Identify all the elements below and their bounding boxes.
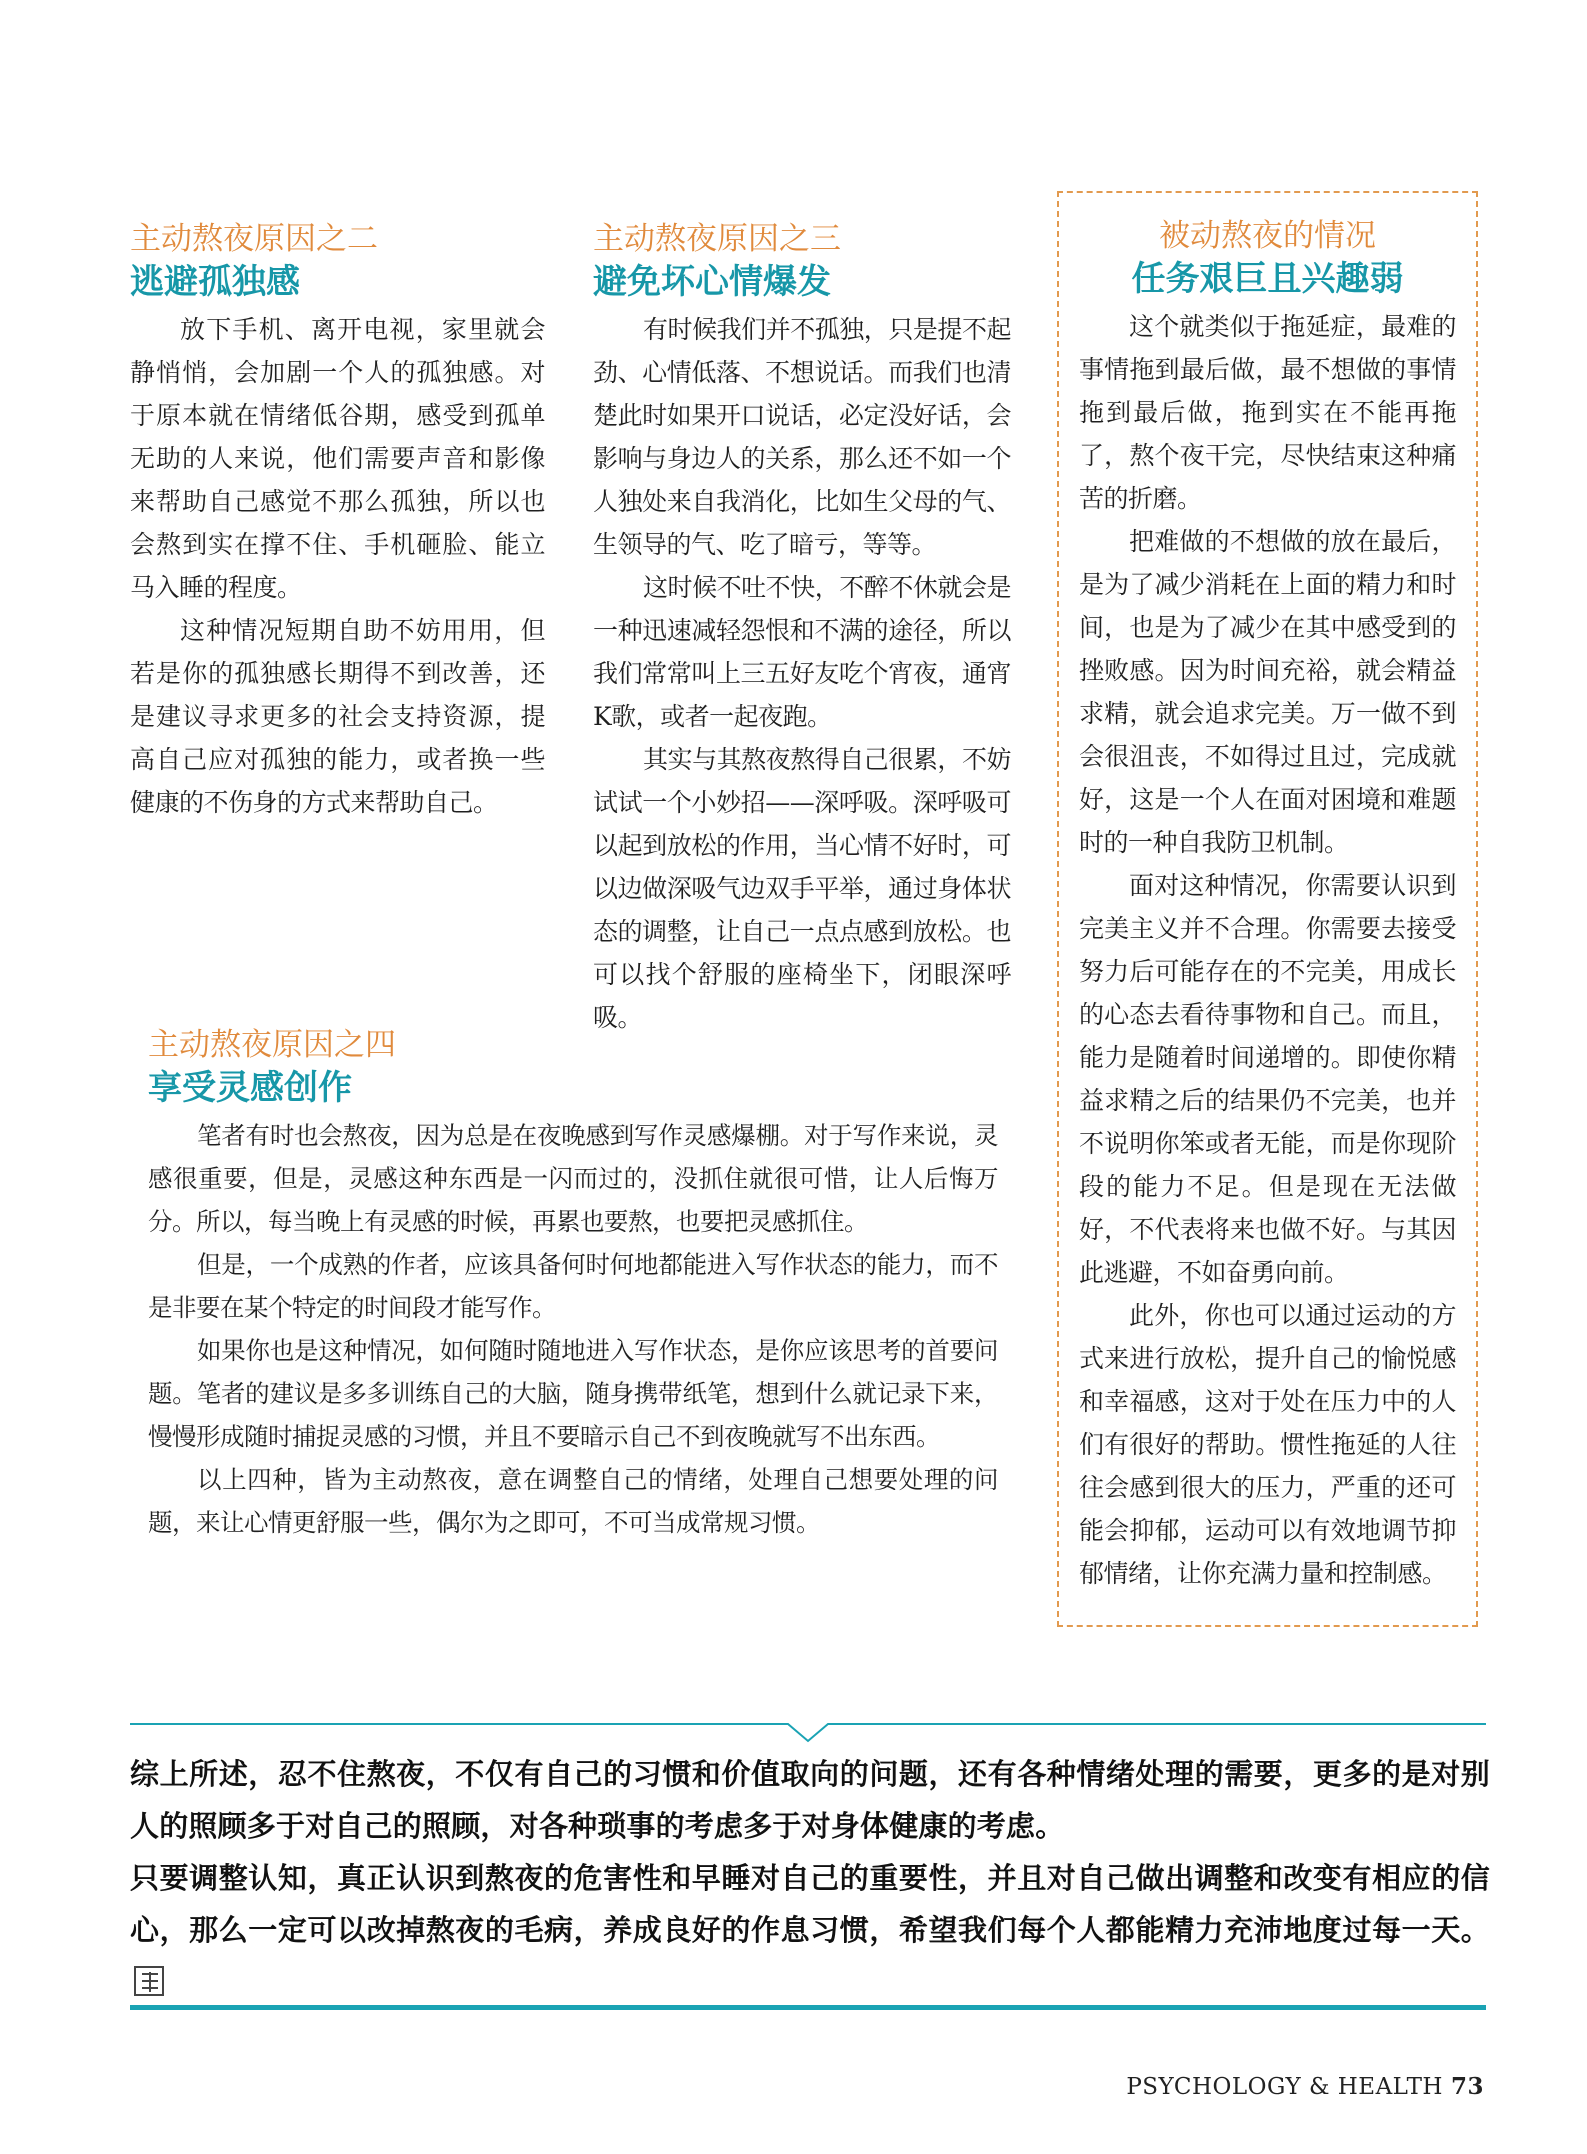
section-kicker: 被动熬夜的情况 — [1159, 218, 1376, 254]
section-kicker: 主动熬夜原因之二 — [130, 221, 378, 257]
paragraph: 放下手机、离开电视，家里就会静悄悄，会加剧一个人的孤独感。对于原本就在情绪低谷期，感受到孤单无助的人来说，他们需要声音和影像来帮助自己感觉不那么孤独，所以也会熬到实在撑不住、手机砸脸、能立马入睡的程度。 — [130, 315, 545, 602]
paragraph: 把难做的不想做的放在最后，是为了减少消耗在上面的精力和时间，也是为了减少在其中感受到的挫败感。因为时间充裕，就会精益求精，就会追求完美。万一做不到会很沮丧，不如得过且过，完成就好，这是一个人在面对困境和难题时的一种自我防卫机制。 — [1079, 527, 1456, 857]
page-number: 73 — [1450, 2073, 1484, 2100]
summary-paragraph: 综上所述，忍不住熬夜，不仅有自己的习惯和价值取向的问题，还有各种情绪处理的需要，更多的是对别人的照顾多于对自己的照顾，对各种琐事的考虑多于对身体健康的考虑。 — [130, 1757, 1490, 1843]
section-reason-2 — [130, 218, 545, 824]
paragraph: 笔者有时也会熬夜，因为总是在夜晚感到写作灵感爆棚。对于写作来说，灵感很重要，但是，灵感这种东西是一闪而过的，没抓住就很可惜，让人后悔万分。所以，每当晚上有灵感的时候，再累也要熬，也要把灵感抓住。 — [148, 1121, 998, 1236]
section-kicker: 主动熬夜原因之四 — [148, 1027, 396, 1063]
section-title: 逃避孤独感 — [130, 262, 300, 302]
section-title: 避免坏心情爆发 — [593, 262, 831, 302]
paragraph: 面对这种情况，你需要认识到完美主义并不合理。你需要去接受努力后可能存在的不完美，用成长的心态去看待事物和自己。而且，能力是随着时间递增的。即使你精益求精之后的结果仍不完美，也并不说明你笨或者无能，而是你现阶段的能力不足。但是现在无法做好，不代表将来也做不好。与其因此逃避，不如奋勇向前。 — [1079, 871, 1456, 1287]
bottom-rule — [130, 2005, 1486, 2010]
summary-block — [130, 1748, 1490, 2008]
section-kicker: 主动熬夜原因之三 — [593, 221, 841, 257]
page-footer — [1126, 2073, 1484, 2100]
section-title: 任务艰巨且兴趣弱 — [1131, 259, 1404, 299]
paragraph: 有时候我们并不孤独，只是提不起劲、心情低落、不想说话。而我们也清楚此时如果开口说话，必定没好话，会影响与身边人的关系，那么还不如一个人独处来自我消化，比如生父母的气、生领导的气、吃了暗亏，等等。 — [593, 315, 1011, 559]
paragraph: 这时候不吐不快，不醉不休就会是一种迅速减轻怨恨和不满的途径，所以我们常常叫上三五好友吃个宵夜，通宵K歌，或者一起夜跑。 — [593, 573, 1011, 731]
paragraph: 这种情况短期自助不妨用用，但若是你的孤独感长期得不到改善，还是建议寻求更多的社会支持资源，提高自己应对孤独的能力，或者换一些健康的不伤身的方式来帮助自己。 — [130, 616, 545, 817]
paragraph: 这个就类似于拖延症，最难的事情拖到最后做，最不想做的事情拖到最后做，拖到实在不能再拖了，熬个夜干完，尽快结束这种痛苦的折磨。 — [1079, 312, 1456, 513]
paragraph: 此外，你也可以通过运动的方式来进行放松，提升自己的愉悦感和幸福感，这对于处在压力中的人们有很好的帮助。惯性拖延的人往往会感到很大的压力，严重的还可能会抑郁，运动可以有效地调节抑郁情绪，让你充满力量和控制感。 — [1079, 1301, 1456, 1588]
section-reason-4 — [148, 1024, 998, 1544]
paragraph: 以上四种，皆为主动熬夜，意在调整自己的情绪，处理自己想要处理的问题，来让心情更舒服一些，偶尔为之即可，不可当成常规习惯。 — [148, 1465, 998, 1537]
section-reason-3 — [593, 218, 1011, 1039]
end-seal-icon — [134, 1966, 164, 1996]
paragraph: 如果你也是这种情况，如何随时随地进入写作状态，是你应该思考的首要问题。笔者的建议是多多训练自己的大脑，随身携带纸笔，想到什么就记录下来，慢慢形成随时捕捉灵感的习惯，并且不要暗示自己不到夜晚就写不出东西。 — [148, 1336, 998, 1451]
section-title: 享受灵感创作 — [148, 1068, 352, 1108]
sidebar-passive-box — [1057, 191, 1478, 1627]
summary-paragraph-2 — [130, 1852, 1490, 2008]
magazine-name: PSYCHOLOGY & HEALTH — [1126, 2074, 1443, 2100]
paragraph: 但是，一个成熟的作者，应该具备何时何地都能进入写作状态的能力，而不是非要在某个特定的时间段才能写作。 — [148, 1250, 998, 1322]
summary-divider — [130, 1714, 1486, 1744]
summary-text: 只要调整认知，真正认识到熬夜的危害性和早睡对自己的重要性，并且对自己做出调整和改变有相应的信心，那么一定可以改掉熬夜的毛病，养成良好的作息习惯，希望我们每个人都能精力充沛地度过每一天。 — [130, 1861, 1490, 1947]
paragraph: 其实与其熬夜熬得自己很累，不妨试试一个小妙招——深呼吸。深呼吸可以起到放松的作用，当心情不好时，可以边做深吸气边双手平举，通过身体状态的调整，让自己一点点感到放松。也可以找个舒服的座椅坐下，闭眼深呼吸。 — [593, 745, 1011, 1032]
